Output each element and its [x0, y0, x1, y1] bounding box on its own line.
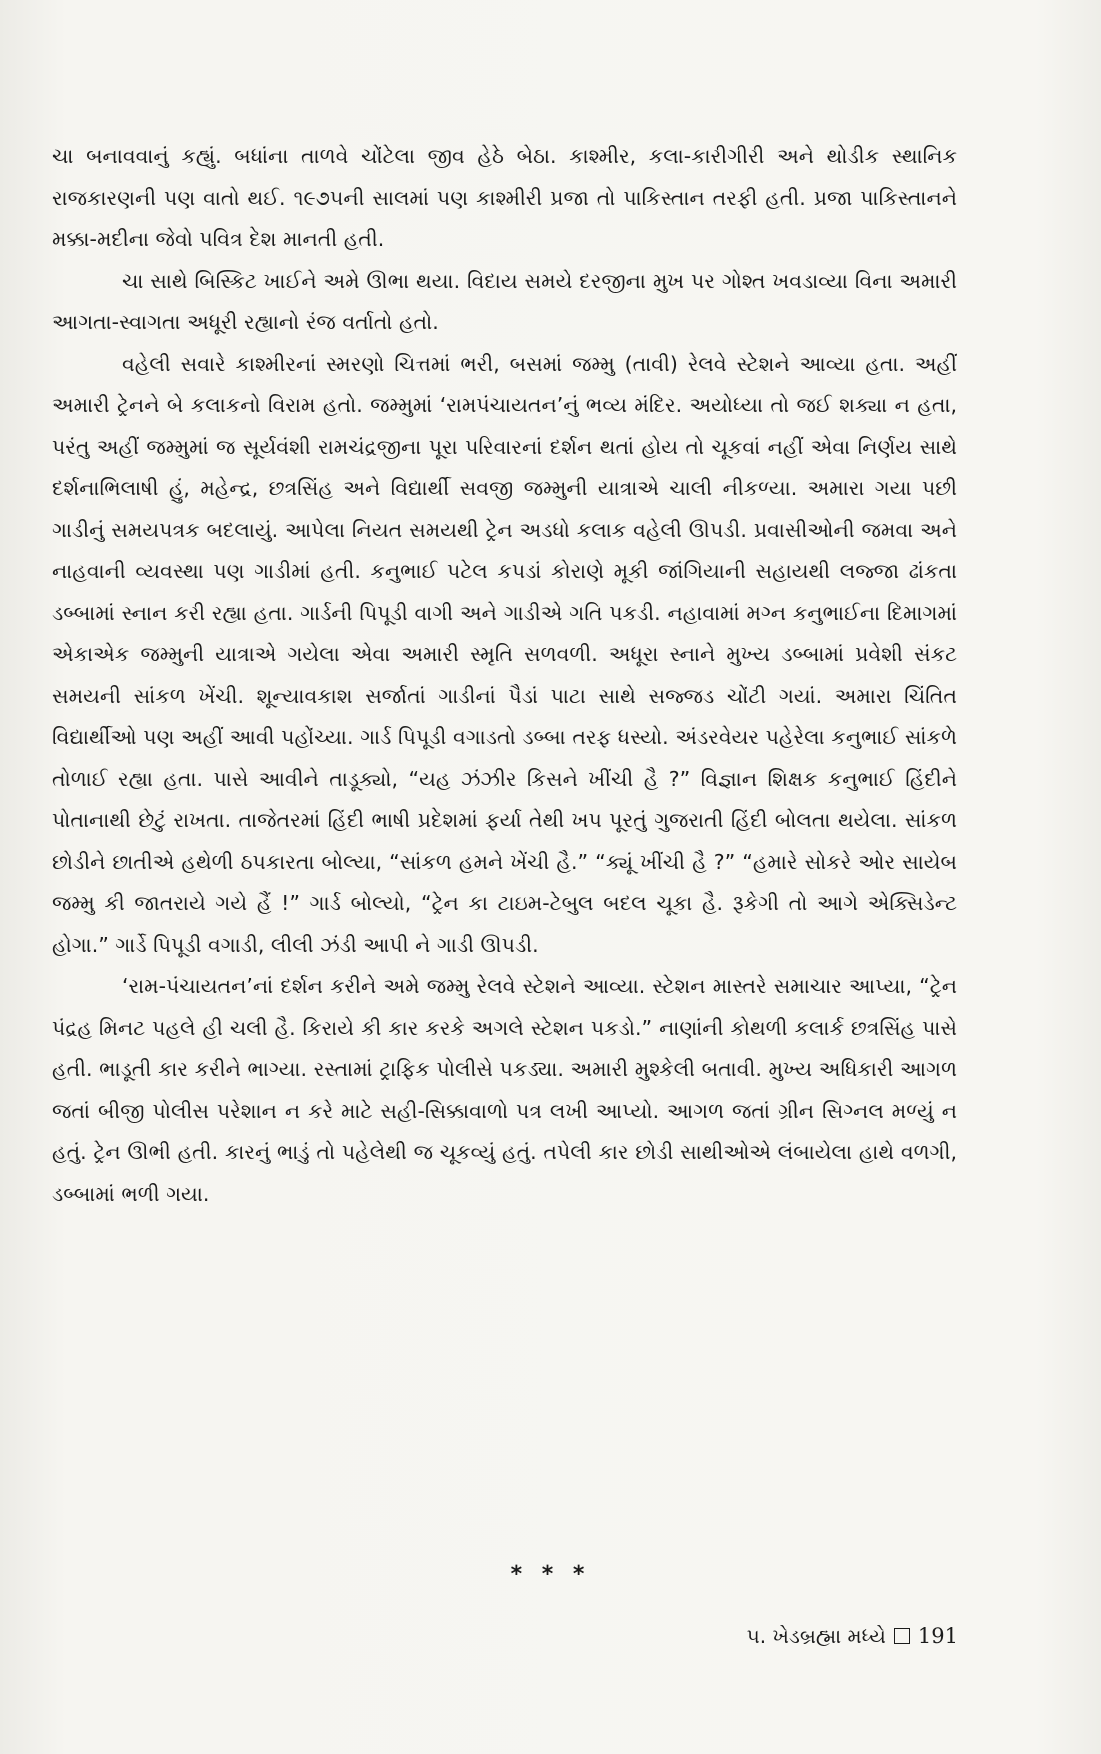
- chapter-title: ૫. ખેડબ્રહ્મા મધ્યે: [746, 1624, 886, 1648]
- page-number: 191: [917, 1624, 958, 1648]
- body-text: [52, 136, 957, 1215]
- paragraph-3: વહેલી સવારે કાશ્મીરનાં સ્મરણો ચિત્તમાં ભરી, બસમાં જમ્મુ (તાવી) રેલવે સ્ટેશને આવ્યા હતા. અહીં અમારી ટ્રેનને બે કલાકનો વિરામ હતો. જમ્મુમાં ‘રામપંચાયતન’નું ભવ્ય મંદિર. અયોધ્યા તો જઈ શક્યા ન હતા, પરંતુ અહીં જમ્મુમાં જ સૂર્યવંશી રામચંદ્રજીના પૂરા પરિવારનાં દર્શન થતાં હોય તો ચૂકવાં નહીં એવા નિર્ણય સાથે દર્શનાભિલાષી હું, મહેન્દ્ર, છત્રસિંહ અને વિદ્યાર્થી સવજી જમ્મુની યાત્રાએ ચાલી નીકળ્યા. અમારા ગયા પછી ગાડીનું સમયપત્રક બદલાયું. આપેલા નિયત સમયથી ટ્રેન અડધો કલાક વહેલી ઊપડી. પ્રવાસીઓની જમવા અને નાહવાની વ્યવસ્થા પણ ગાડીમાં હતી. કનુભાઈ પટેલ કપડાં કોરાણે મૂકી જાંગિયાની સહાયથી લજ્જા ઢાંકતા ડબ્બામાં સ્નાન કરી રહ્યા હતા. ગાર્ડની પિપૂડી વાગી અને ગાડીએ ગતિ પકડી. નહાવામાં મગ્ન કનુભાઈના દિમાગમાં એકાએક જમ્મુની યાત્રાએ ગયેલા એવા અમારી સ્મૃતિ સળવળી. અધૂરા સ્નાને મુખ્ય ડબ્બામાં પ્રવેશી સંકટ સમયની સાંકળ ખેંચી. શૂન્યાવકાશ સર્જાતાં ગાડીનાં પૈડાં પાટા સાથે સજ્જડ ચોંટી ગયાં. અમારા ચિંતિત વિદ્યાર્થીઓ પણ અહીં આવી પહોંચ્યા. ગાર્ડ પિપૂડી વગાડતો ડબ્બા તરફ ધસ્યો. અંડરવેયર પહેરેલા કનુભાઈ સાંકળે તોળાઈ રહ્યા હતા. પાસે આવીને તાડૂક્યો, “યહ ઝંઝીર કિસને ખીંચી હૈ ?” વિજ્ઞાન શિક્ષક કનુભાઈ હિંદીને પોતાનાથી છેટું રાખતા. તાજેતરમાં હિંદી ભાષી પ્રદેશમાં ફર્યા તેથી ખપ પૂરતું ગુજરાતી હિંદી બોલતા થયેલા. સાંકળ છોડીને છાતીએ હથેળી ઠપકારતા બોલ્યા, “સાંકળ હમને ખેંચી હૈ.” “ક્યૂં ખીંચી હૈ ?” “હમારે સોકરે ઓર સાયેબ જમ્મુ કી જાતરાયે ગયે હૈં !” ગાર્ડ બોલ્યો, “ટ્રેન કા ટાઇમ-ટેબુલ બદલ ચૂકા હૈ. રૂકેગી તો આગે એક્સિડેન્ટ હોગા.” ગાર્ડે પિપૂડી વગાડી, લીલી ઝંડી આપી ને ગાડી ઊપડી.: [52, 351, 957, 957]
- box-separator-icon: [894, 1628, 910, 1644]
- page-footer: [747, 1624, 958, 1648]
- paragraph-4: ‘રામ-પંચાયતન’નાં દર્શન કરીને અમે જમ્મુ રેલવે સ્ટેશને આવ્યા. સ્ટેશન માસ્તરે સમાચાર આપ્યા, “ટ્રેન પંદ્રહ મિનટ પહલે હી ચલી હૈ. કિરાયે કી કાર કરકે અગલે સ્ટેશન પકડો.” નાણાંની કોથળી કલાર્ક છત્રસિંહ પાસે હતી. ભાડૂતી કાર કરીને ભાગ્યા. રસ્તામાં ટ્રાફિક પોલીસે પકડ્યા. અમારી મુશ્કેલી બતાવી. મુખ્ય અધિકારી આગળ જતાં બીજી પોલીસ પરેશાન ન કરે માટે સહી-સિક્કાવાળો પત્ર લખી આપ્યો. આગળ જતાં ગ્રીન સિગ્નલ મળ્યું ન હતું. ટ્રેન ઊભી હતી. કારનું ભાડું તો પહેલેથી જ ચૂકવ્યું હતું. તપેલી કાર છોડી સાથીઓએ લંબાયેલા હાથે વળગી, ડબ્બામાં ભળી ગયા.: [52, 974, 957, 1206]
- paragraph-1: ચા બનાવવાનું કહ્યું. બધાંના તાળવે ચોંટેલા જીવ હેઠે બેઠા. કાશ્મીર, કલા-કારીગીરી અને થોડીક સ્થાનિક રાજકારણની પણ વાતો થઈ. ૧૯૭૫ની સાલમાં પણ કાશ્મીરી પ્રજા તો પાકિસ્તાન તરફી હતી. પ્રજા પાકિસ્તાનને મક્કા-મદીના જેવો પવિત્ર દેશ માનતી હતી.: [52, 144, 957, 251]
- section-divider: * * *: [510, 1562, 591, 1587]
- paragraph-2: ચા સાથે બિસ્કિટ ખાઈને અમે ઊભા થયા. વિદાય સમયે દરજીના મુખ પર ગોશ્ત ખવડાવ્યા વિના અમારી આગતા-સ્વાગતા અધૂરી રહ્યાનો રંજ વર્તાતો હતો.: [52, 268, 957, 334]
